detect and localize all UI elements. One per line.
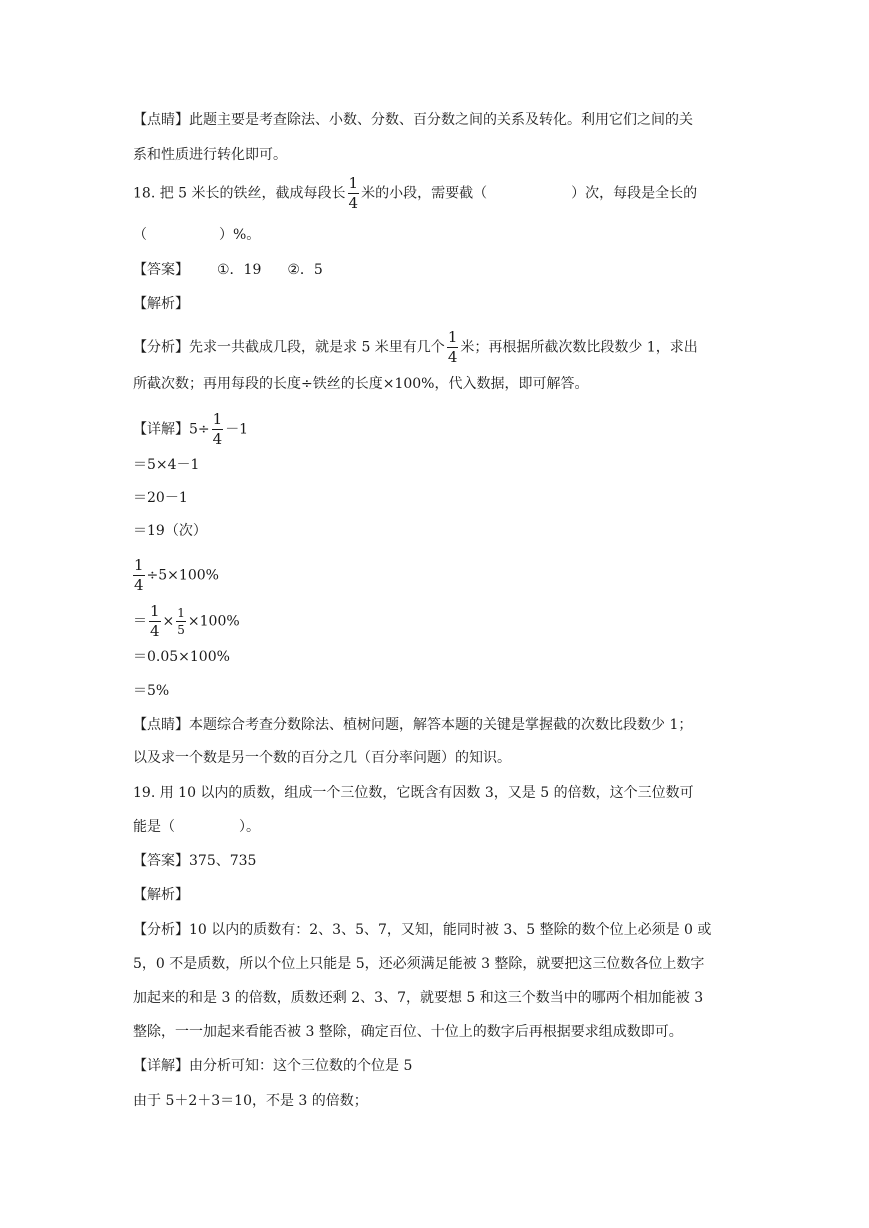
step-4-tail: ÷5×100% — [146, 567, 219, 584]
q18-stem-line-1 — [133, 176, 697, 211]
q18-step-6: ＝0.05×100% — [133, 649, 230, 665]
q18-step-5 — [133, 604, 240, 639]
q19-analysis-line-1: 【分析】10 以内的质数有：2、3、5、7，又知，能同时被 3、5 整除的数个位上必须是 0 或 — [133, 922, 712, 938]
q19-stem-close: ）。 — [239, 819, 260, 835]
answer-item-2: ②．5 — [287, 262, 323, 278]
fraction-one-quarter — [348, 176, 360, 211]
step-5-eq: ＝ — [133, 613, 147, 630]
q18-answer — [133, 260, 323, 280]
fraction-denominator: 4 — [150, 622, 160, 640]
q18-line2-close: ）%。 — [219, 227, 261, 243]
fraction-denominator: 4 — [212, 430, 223, 448]
step-5-times: × — [162, 613, 175, 630]
q18-note-line-1: 【点睛】本题综合考查分数除法、植树问题，解答本题的关键是掌握截的次数比段数少 1； — [133, 717, 693, 733]
q17-note-line-1: 【点睛】此题主要是考查除法、小数、分数、百分数之间的关系及转化。利用它们之间的关 — [133, 112, 693, 128]
q18-analysis-line-2: 所截次数；再用每段的长度÷铁丝的长度×100%，代入数据，即可解答。 — [133, 376, 589, 392]
q19-detail-line-1: 【详解】由分析可知：这个三位数的个位是 5 — [133, 1058, 413, 1074]
q19-detail-line-2: 由于 5＋2＋3＝10，不是 3 的倍数； — [133, 1093, 368, 1109]
fraction-denominator: 4 — [447, 348, 458, 366]
fraction-numerator: 1 — [134, 556, 144, 574]
fraction-one-quarter — [447, 330, 459, 365]
fraction-one-quarter — [149, 604, 161, 639]
q19-answer: 【答案】375、735 — [133, 853, 257, 869]
detail-part-a: 【详解】5÷ — [133, 421, 210, 438]
q18-stem-part-c: ）次，每段是全长的 — [571, 185, 698, 202]
fraction-denominator: 5 — [177, 623, 185, 637]
fraction-one-fifth — [176, 607, 186, 636]
detail-part-b: －1 — [225, 421, 249, 438]
q18-note-line-2: 以及求一个数是另一个数的百分之几（百分率问题）的知识。 — [133, 750, 511, 766]
q18-detail-line-1 — [133, 412, 248, 447]
q18-step-4 — [133, 558, 219, 593]
q19-stem-line-1: 19. 用 10 以内的质数，组成一个三位数，它既含有因数 3，又是 5 的倍数，这个三位数可 — [133, 785, 694, 801]
step-5-tail: ×100% — [187, 613, 240, 630]
q19-analysis-line-2: 5，0 不是质数，所以个位上只能是 5，还必须满足能被 3 整除，就要把这三位数各位上数字 — [133, 956, 705, 972]
q18-step-2: ＝20－1 — [133, 490, 188, 506]
fraction-denominator: 4 — [348, 194, 359, 212]
fraction-numerator: 1 — [212, 410, 223, 428]
fraction-denominator: 4 — [134, 576, 144, 594]
q18-line2-open: （ — [133, 227, 147, 243]
fraction-numerator: 1 — [150, 602, 160, 620]
q18-stem-part-a: 18. 把 5 米长的铁丝，截成每段长 — [133, 185, 346, 202]
q18-step-3: ＝19（次） — [133, 523, 207, 539]
q18-step-1: ＝5×4－1 — [133, 457, 200, 473]
q19-stem-line-2 — [133, 817, 260, 837]
analysis-part-a: 【分析】先求一共截成几段，就是求 5 米里有几个 — [133, 339, 445, 356]
q17-note-line-2: 系和性质进行转化即可。 — [133, 147, 287, 163]
q18-analysis-line-1 — [133, 330, 698, 365]
answer-item-1: ①．19 — [217, 262, 262, 278]
fraction-numerator: 1 — [348, 174, 359, 192]
q18-step-7: ＝5% — [133, 683, 170, 699]
answer-label: 【答案】 — [133, 262, 189, 278]
q19-analysis-line-4: 整除，一一加起来看能否被 3 整除，确定百位、十位上的数字后再根据要求组成数即可。 — [133, 1024, 683, 1040]
q19-analysis-line-3: 加起来的和是 3 的倍数，质数还剩 2、3、7，就要想 5 和这三个数当中的哪两个相加能被 3 — [133, 990, 704, 1006]
fraction-one-quarter — [212, 412, 224, 447]
fraction-one-quarter — [133, 558, 145, 593]
q19-jiexi-label: 【解析】 — [133, 887, 189, 903]
q18-stem-line-2 — [133, 225, 260, 245]
q18-stem-part-b: 米的小段，需要截（ — [361, 185, 488, 202]
q18-jiexi-label: 【解析】 — [133, 296, 189, 312]
fraction-numerator: 1 — [447, 328, 458, 346]
fraction-numerator: 1 — [177, 606, 185, 620]
q19-stem-open: 能是（ — [133, 819, 175, 835]
analysis-part-b: 米；再根据所截次数比段数少 1，求出 — [460, 339, 698, 356]
